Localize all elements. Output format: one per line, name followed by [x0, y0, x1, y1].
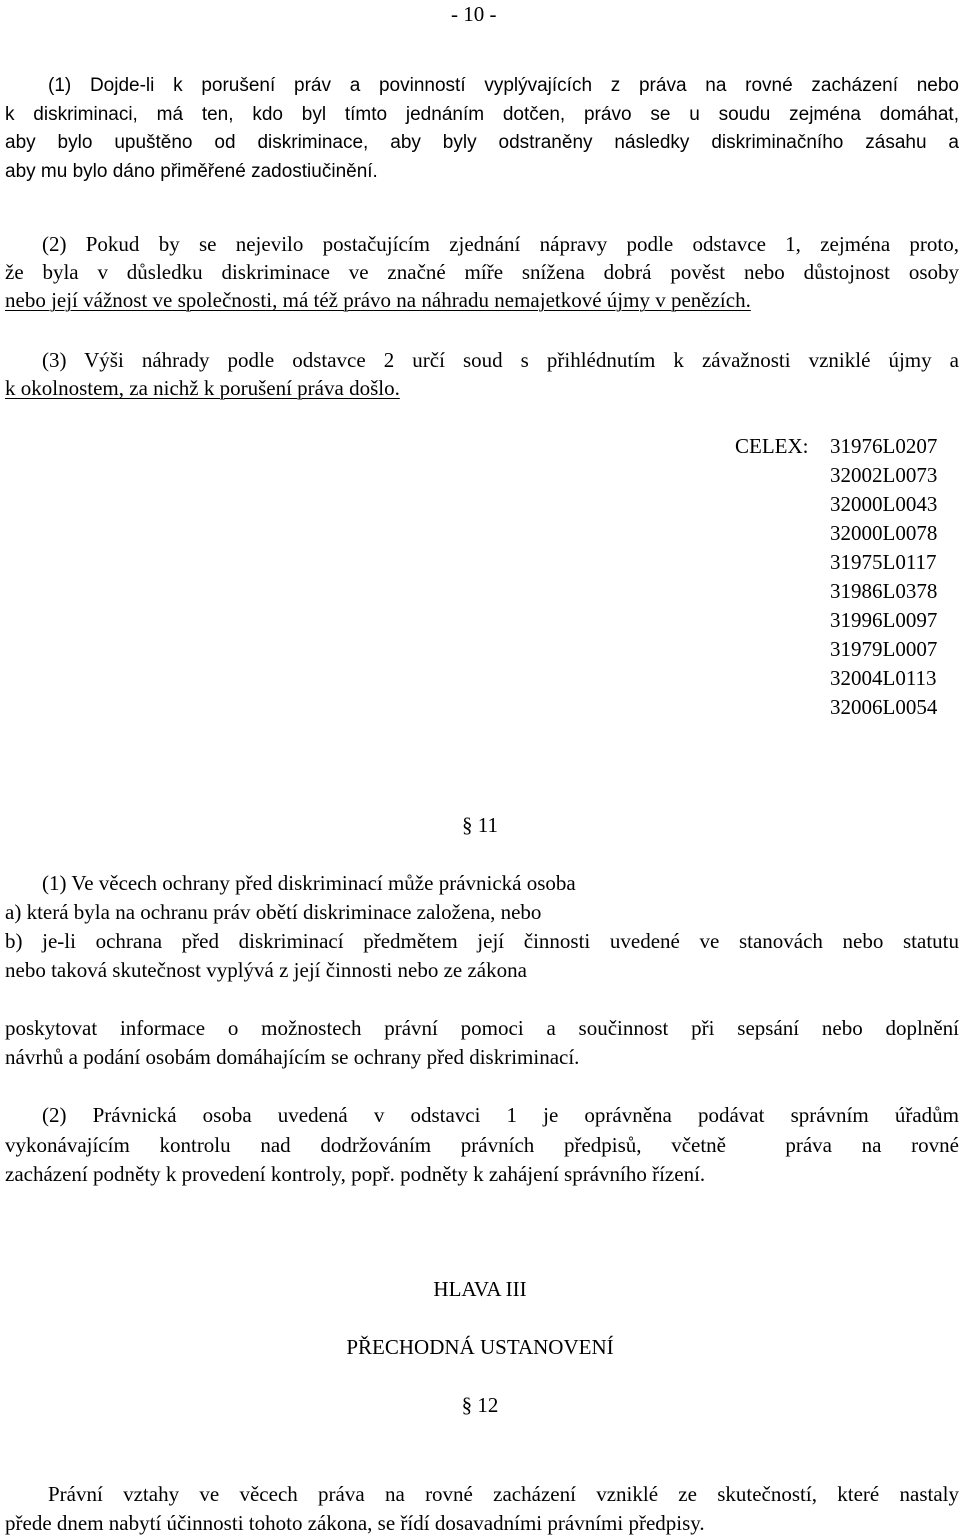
text-line: vykonávajícím kontrolu nad dodržováním právních předpisů, včetně práva na rovné [5, 1133, 959, 1157]
celex-code: 31986L0378 [830, 579, 938, 603]
text-line: nebo její vážnost ve společnosti, má též právo na náhradu nemajetkové újmy v penězích. [5, 288, 751, 312]
chapter-title: HLAVA III [433, 1277, 527, 1301]
text-line: b) je-li ochrana před diskriminací předmětem její činnosti uvedené ve stanovách nebo statutu [5, 929, 959, 953]
section-12-heading: § 12 [461, 1393, 499, 1417]
celex-code: 31975L0117 [830, 550, 937, 574]
text-line: zacházení podněty k provedení kontroly, popř. podněty k zahájení správního řízení. [5, 1162, 706, 1186]
text-line: poskytovat informace o možnostech právní pomoci a součinnost při sepsání nebo doplnění [5, 1016, 959, 1040]
text-line: (1) Ve věcech ochrany před diskriminací může právnická osoba [42, 871, 576, 895]
chapter-subtitle: PŘECHODNÁ USTANOVENÍ [346, 1335, 614, 1359]
celex-code: 31979L0007 [830, 637, 938, 661]
text-line: že byla v důsledku diskriminace ve značné míře snížena dobrá pověst nebo důstojnost osoby [5, 260, 959, 284]
text-line: (3) Výši náhrady podle odstavce 2 určí soud s přihlédnutím k závažnosti vzniklé újmy a [42, 348, 959, 372]
text-line: Právní vztahy ve věcech práva na rovné zacházení vzniklé ze skutečností, které nastaly [48, 1482, 959, 1506]
text-line: k okolnostem, za nichž k porušení práva došlo. [5, 376, 400, 400]
section-11-heading: § 11 [462, 813, 498, 837]
text-line: a) která byla na ochranu práv obětí diskriminace založena, nebo [5, 900, 542, 924]
text-line: aby bylo upuštěno od diskriminace, aby byly odstraněny následky diskriminačního zásahu a [5, 132, 959, 153]
celex-code: 32004L0113 [830, 666, 937, 690]
celex-code-list [830, 432, 937, 722]
celex-code: 31996L0097 [830, 608, 938, 632]
celex-code: 32000L0043 [830, 492, 938, 516]
text-line: návrhů a podání osobám domáhajícím se ochrany před diskriminací. [5, 1045, 580, 1069]
text-line: k diskriminaci, má ten, kdo byl tímto jednáním dotčen, právo se u soudu zejména domáhat, [5, 104, 959, 125]
celex-code: 32000L0078 [830, 521, 938, 545]
text-line: aby mu bylo dáno přiměřené zadostiučinění. [5, 161, 378, 182]
celex-code: 31976L0207 [830, 434, 938, 458]
celex-label: CELEX: [735, 434, 809, 458]
celex-code: 32006L0054 [830, 695, 938, 719]
celex-code: 32002L0073 [830, 463, 938, 487]
text-line: nebo taková skutečnost vyplývá z její činnosti nebo ze zákona [5, 958, 527, 982]
page-number: - 10 - [451, 2, 497, 26]
text-line: (2) Pokud by se nejevilo postačujícím zjednání nápravy podle odstavce 1, zejména proto, [42, 232, 959, 256]
text-line: (1) Dojde-li k porušení práv a povinností vyplývajících z práva na rovné zacházení nebo [48, 75, 959, 96]
text-line: přede dnem nabytí účinnosti tohoto zákona, se řídí dosavadními právními předpisy. [5, 1511, 705, 1535]
text-line: (2) Právnická osoba uvedená v odstavci 1 je oprávněna podávat správním úřadům [42, 1103, 959, 1127]
